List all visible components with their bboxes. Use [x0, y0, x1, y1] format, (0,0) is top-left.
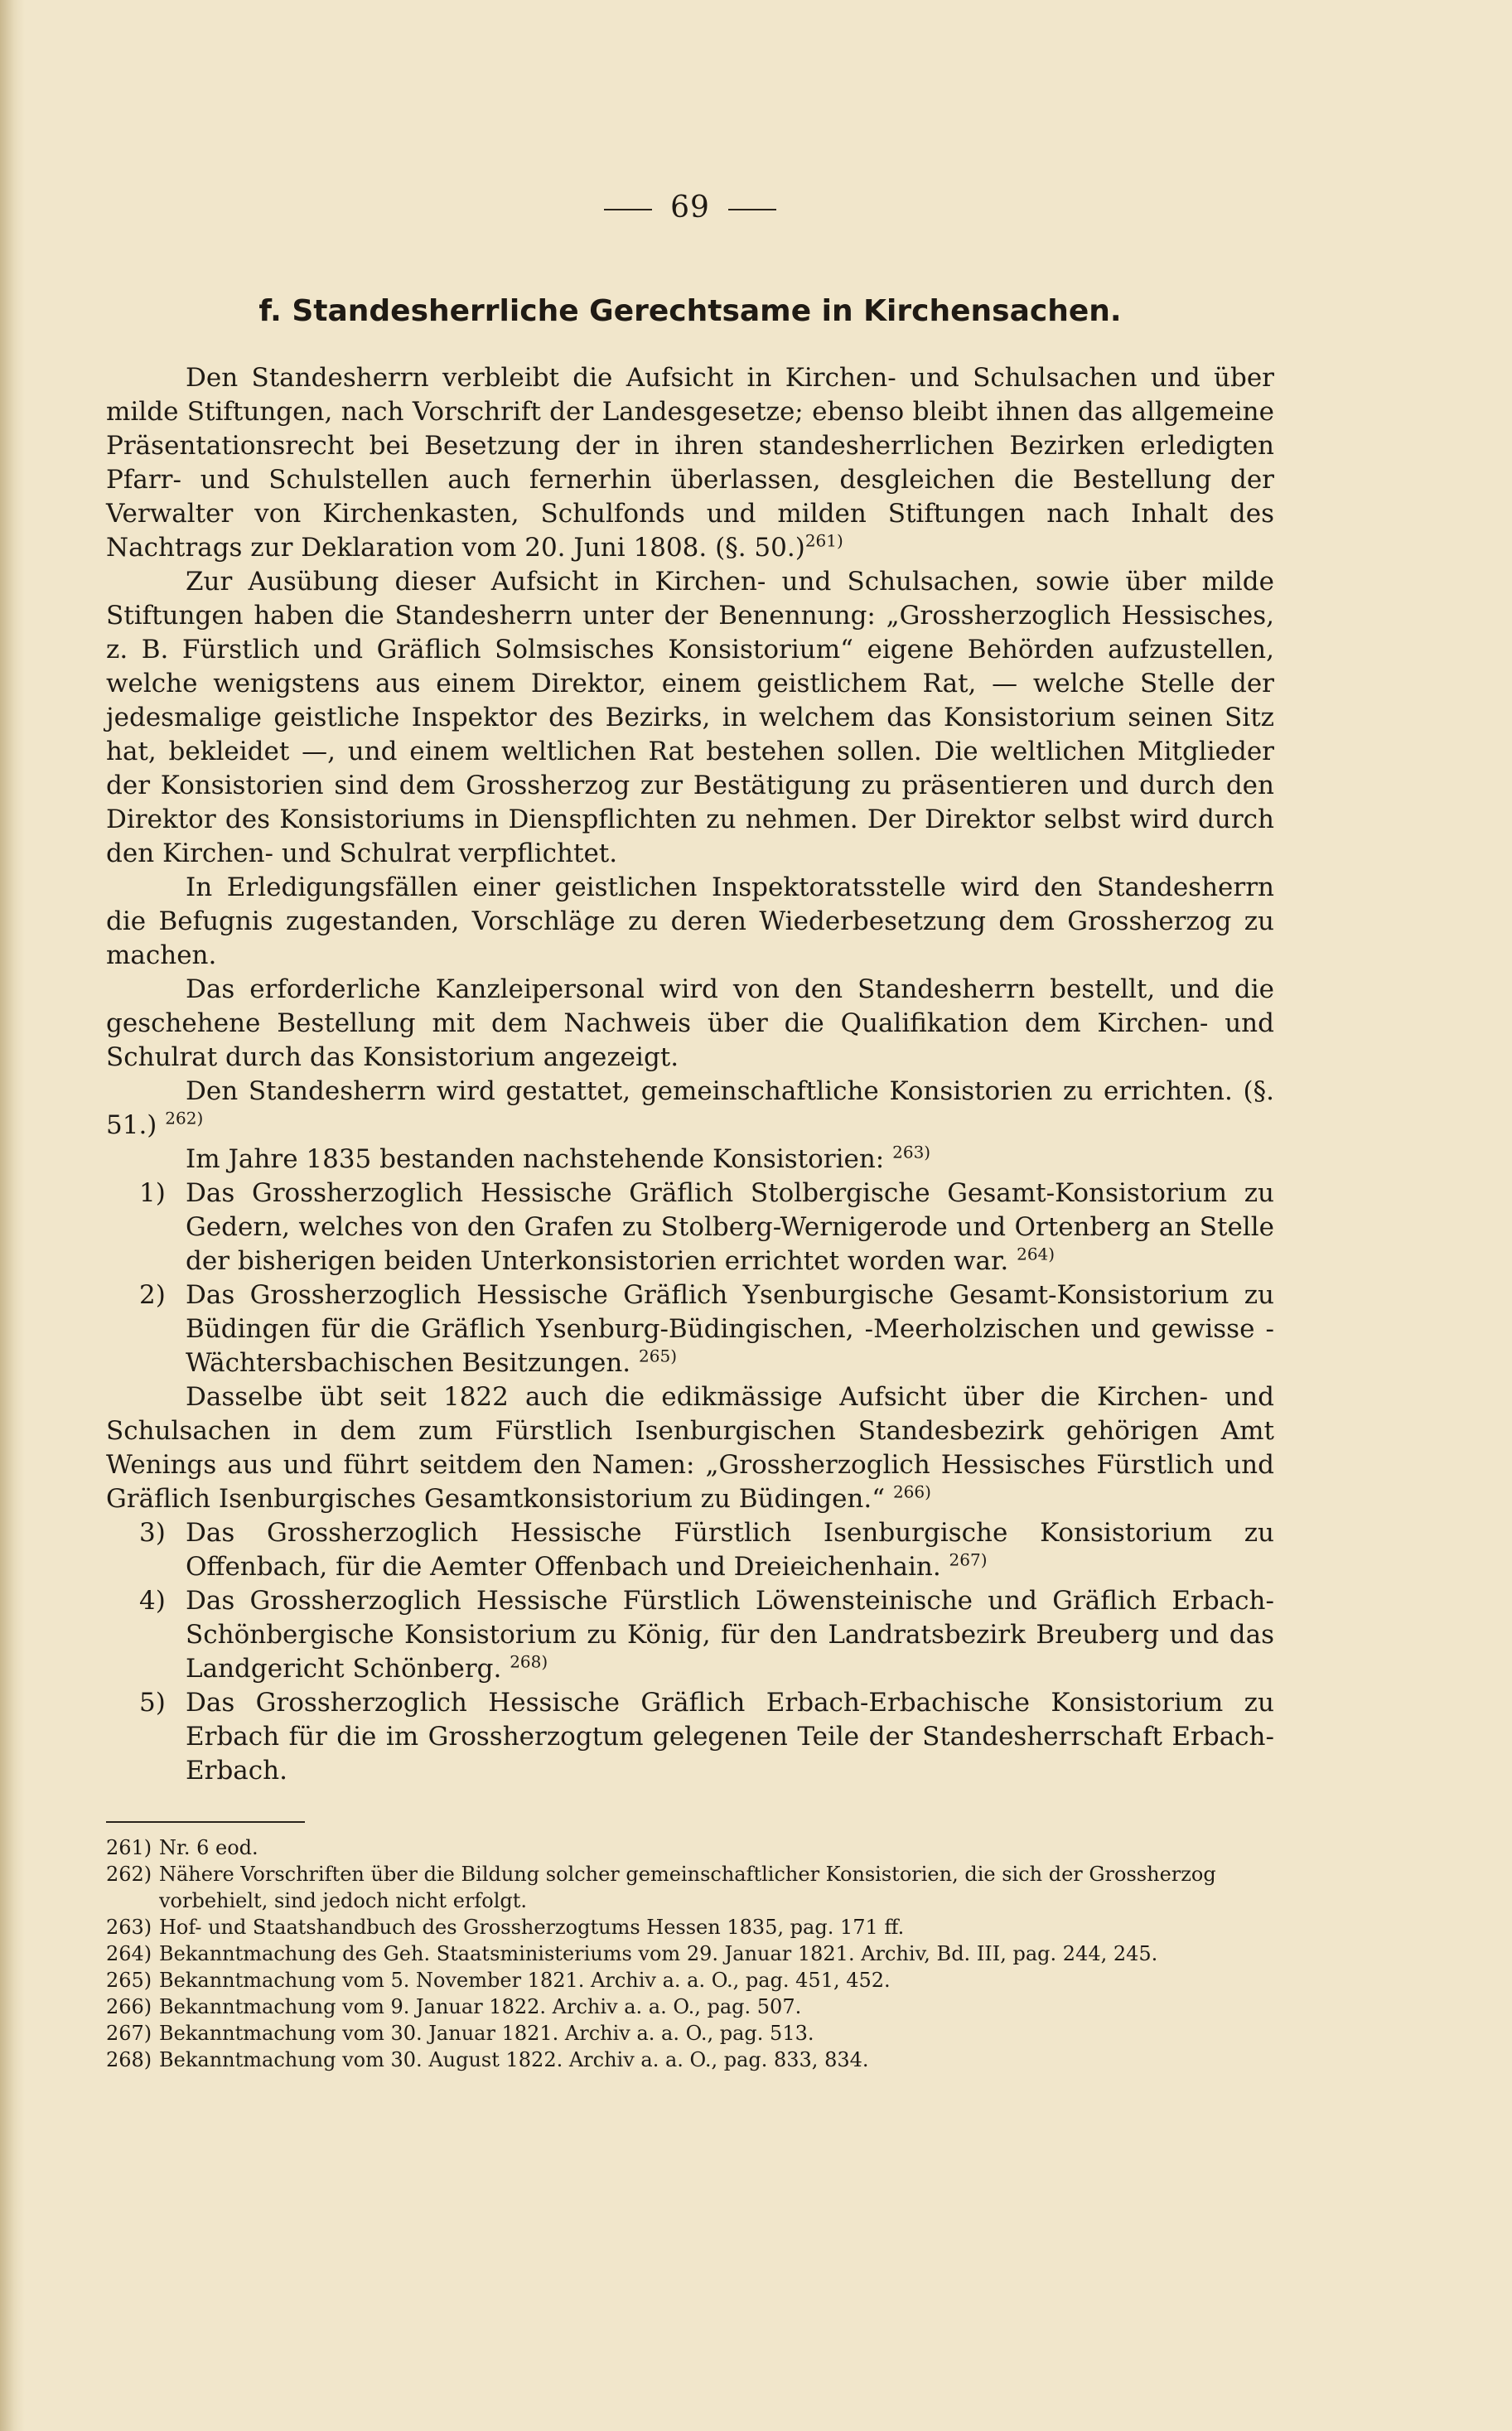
paragraph-3: In Erledigungsfällen einer geistlichen Inspektoratsstelle wird den Standesherrn die Befugnis zugestanden, Vorschläge zu deren Wiederbesetzung dem Grossherzog zu machen.	[106, 872, 1274, 970]
paragraph-1: Den Standesherrn verbleibt die Aufsicht in Kirchen- und Schulsachen und über milde Stiftungen, nach Vorschrift der Landesgesetze; ebenso bleibt ihnen das allgemeine Präsentationsrecht bei Besetzung der in ihren standesherrlichen Bezirken erledigten Pfarr- und Schulstellen auch fernerhin überlassen, desgleichen die Bestellung der Verwalter von Kirchenkasten, Schulfonds und milden Stiftungen nach Inhalt des Nachtrags zur Deklaration vom 20. Juni 1808. (§. 50.)$^{261)}$	[106, 363, 1274, 563]
footnote: 264) Bekanntmachung des Geh. Staatsministeriums vom 29. Januar 1821. Archiv, Bd. III, pag. 244, 245.	[106, 1942, 1158, 1965]
footnote-divider	[106, 1821, 305, 1823]
footnote: 265) Bekanntmachung vom 5. November 1821. Archiv a. a. O., pag. 451, 452.	[106, 1969, 891, 1992]
footnote: 267) Bekanntmachung vom 30. Januar 1821. Archiv a. a. O., pag. 513.	[106, 2022, 814, 2045]
consistory-list	[106, 1177, 1274, 1788]
page-number: 69	[670, 191, 710, 225]
footnote-ref-265[interactable]: 265)	[639, 1346, 678, 1366]
footnote: 263) Hof- und Staatshandbuch des Grossherzogtums Hessen 1835, pag. 171 ff.	[106, 1916, 905, 1939]
footnote-ref-263[interactable]: 263)	[892, 1142, 931, 1162]
page-number-header	[106, 191, 1274, 225]
list-item-text: Das Grossherzoglich Hessische Fürstlich Löwensteinische und Gräflich Erbach-Schönbergische Konsistorium zu König, für den Landratsbezirk Breuberg und das Landgericht Schönberg.	[186, 1586, 1274, 1684]
list-item-number: 2)	[139, 1280, 166, 1310]
list-item-text: Das Grossherzoglich Hessische Gräflich Stolbergische Gesamt-Konsistorium zu Gedern, welches von den Grafen zu Stolberg-Wernigerode und Ortenberg an Stelle der bisherigen beiden Unterkonsistorien errichtet worden war.	[186, 1178, 1274, 1276]
paragraph-2: Zur Ausübung dieser Aufsicht in Kirchen- und Schulsachen, sowie über milde Stiftungen haben die Standesherrn unter der Benennung: „Grossherzoglich Hessisches, z. B. Fürstlich und Gräflich Solmsisches Konsistorium“ eigene Behörden aufzustellen, welche wenigstens aus einem Direktor, einem geistlichem Rat, — welche Stelle der jedesmalige geistliche Inspektor des Bezirks, in welchem das Konsistorium seinen Sitz hat, bekleidet —, und einem weltlichen Rat bestehen sollen. Die weltlichen Mitglieder der Konsistorien sind dem Grossherzog zur Bestätigung zu präsentieren und durch den Direktor des Konsistoriums in Dienspflichten zu nehmen. Der Direktor selbst wird durch den Kirchen- und Schulrat verpflichtet.	[106, 567, 1274, 868]
paragraph-4: Das erforderliche Kanzleipersonal wird von den Standesherrn bestellt, und die geschehene Bestellung mit dem Nachweis über die Qualifikation dem Kirchen- und Schulrat durch das Konsistorium angezeigt.	[106, 974, 1274, 1072]
list-item-number: 4)	[139, 1586, 166, 1616]
footnote-ref-262[interactable]: 262)	[165, 1108, 204, 1129]
list-item-text: Das Grossherzoglich Hessische Gräflich Ysenburgische Gesamt-Konsistorium zu Büdingen für die Gräflich Ysenburg-Büdingischen, -Meerholzischen und gewisse -Wächtersbachischen Besitzungen.	[186, 1280, 1274, 1378]
footnote-ref-268[interactable]: 268)	[510, 1651, 548, 1672]
body-text	[106, 361, 1274, 1788]
paragraph-5: Den Standesherrn wird gestattet, gemeinschaftliche Konsistorien zu errichten. (§. 51.) $^{262)}$	[106, 1076, 1274, 1140]
footnotes	[106, 1834, 1274, 2073]
footnote-ref-266[interactable]: 266)	[892, 1481, 931, 1502]
page-binding-edge	[0, 0, 25, 2431]
footnote-ref-261[interactable]: 261)	[804, 530, 843, 551]
section-title: f. Standesherrliche Gerechtsame in Kirchensachen.	[258, 294, 1122, 328]
list-item	[106, 1686, 1274, 1788]
list-item	[106, 1584, 1274, 1686]
footnote: 262) Nähere Vorschriften über die Bildung solcher gemeinschaftlicher Konsistorien, die sich der Grossherzog vorbehielt, sind jedoch nicht erfolgt.	[106, 1863, 1216, 1912]
footnote-ref-264[interactable]: 264)	[1017, 1244, 1056, 1264]
list-item-subparagraph: Dasselbe übt seit 1822 auch die edikmässige Aufsicht über die Kirchen- und Schulsachen in dem zum Fürstlich Isenburgischen Standesbezirk gehörigen Amt Wenings aus und führt seitdem den Namen: „Grossherzoglich Hessisches Fürstlich und Gräflich Isenburgisches Gesamtkonsistorium zu Büdingen.“ $^{266)}$	[106, 1382, 1274, 1514]
footnote: 261) Nr. 6 eod.	[106, 1836, 258, 1859]
list-item	[106, 1516, 1274, 1584]
list-item-text: Das Grossherzoglich Hessische Gräflich Erbach-Erbachische Konsistorium zu Erbach für die im Grossherzogtum gelegenen Teile der Standesherrschaft Erbach-Erbach.	[186, 1688, 1274, 1786]
document-page	[106, 191, 1274, 2073]
footnote-ref-267[interactable]: 267)	[949, 1549, 988, 1570]
list-item-text: Das Grossherzoglich Hessische Fürstlich Isenburgische Konsistorium zu Offenbach, für die Aemter Offenbach und Dreieichenhain.	[186, 1518, 1274, 1582]
list-item	[106, 1177, 1274, 1278]
footnote: 266) Bekanntmachung vom 9. Januar 1822. Archiv a. a. O., pag. 507.	[106, 1995, 802, 2018]
list-item-number: 5)	[139, 1688, 166, 1718]
header-rule-left	[604, 209, 652, 210]
list-item	[106, 1278, 1274, 1516]
header-rule-right	[728, 209, 776, 210]
paragraph-6: Im Jahre 1835 bestanden nachstehende Konsistorien: $^{263)}$	[186, 1142, 931, 1174]
list-item-number: 1)	[139, 1178, 166, 1208]
list-item-number: 3)	[139, 1518, 166, 1548]
footnote: 268) Bekanntmachung vom 30. August 1822. Archiv a. a. O., pag. 833, 834.	[106, 2048, 869, 2071]
